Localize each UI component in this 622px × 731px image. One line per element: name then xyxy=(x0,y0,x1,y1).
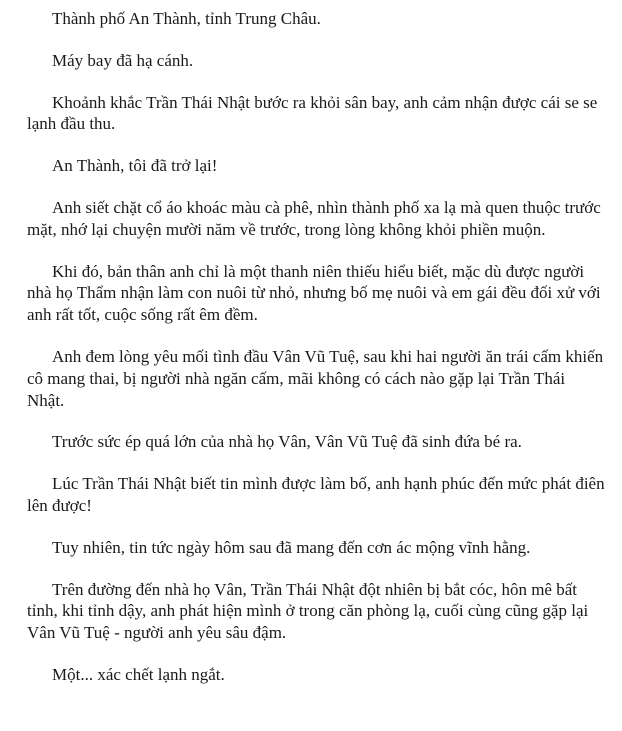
paragraph-8: Trước sức ép quá lớn của nhà họ Vân, Vân Vũ Tuệ đã sinh đứa bé ra. xyxy=(52,432,522,452)
paragraph-10: Tuy nhiên, tin tức ngày hôm sau đã mang đến cơn ác mộng vĩnh hằng. xyxy=(52,537,531,557)
paragraph-4: An Thành, tôi đã trở lại! xyxy=(52,156,218,176)
paragraph-9: Lúc Trần Thái Nhật biết tin mình được làm bố, anh hạnh phúc đến mức phát điên lên được! xyxy=(27,474,605,515)
paragraph-2: Máy bay đã hạ cánh. xyxy=(52,50,194,70)
paragraph-7: Anh đem lòng yêu mối tình đầu Vân Vũ Tuệ, sau khi hai người ăn trái cấm khiến cô mang thai, bị người nhà ngăn cấm, mãi không có cách nào gặp lại Trần Thái Nhật. xyxy=(27,346,604,410)
document-page xyxy=(27,8,605,706)
paragraph-5: Anh siết chặt cổ áo khoác màu cà phê, nhìn thành phố xa lạ mà quen thuộc trước mặt, nhớ lại chuyện mười năm về trước, trong lòng không khỏi phiền muộn. xyxy=(27,197,601,239)
paragraph-6: Khi đó, bản thân anh chỉ là một thanh niên thiếu hiểu biết, mặc dù được người nhà họ Thẩm nhận làm con nuôi từ nhỏ, nhưng bố mẹ nuôi và em gái đều đối xử với anh rất tốt, cuộc sống rất êm đềm. xyxy=(27,261,601,325)
paragraph-1: Thành phố An Thành, tỉnh Trung Châu. xyxy=(52,9,321,28)
paragraph-11: Trên đường đến nhà họ Vân, Trần Thái Nhật đột nhiên bị bắt cóc, hôn mê bất tỉnh, khi tỉnh dậy, anh phát hiện mình ở trong căn phòng lạ, cuối cùng cũng gặp lại Vân Vũ Tuệ - người anh yêu sâu đậm. xyxy=(27,579,589,643)
paragraph-12: Một... xác chết lạnh ngắt. xyxy=(52,664,225,684)
paragraph-3: Khoảnh khắc Trần Thái Nhật bước ra khỏi sân bay, anh cảm nhận được cái se se lạnh đầu thu. xyxy=(27,92,598,134)
